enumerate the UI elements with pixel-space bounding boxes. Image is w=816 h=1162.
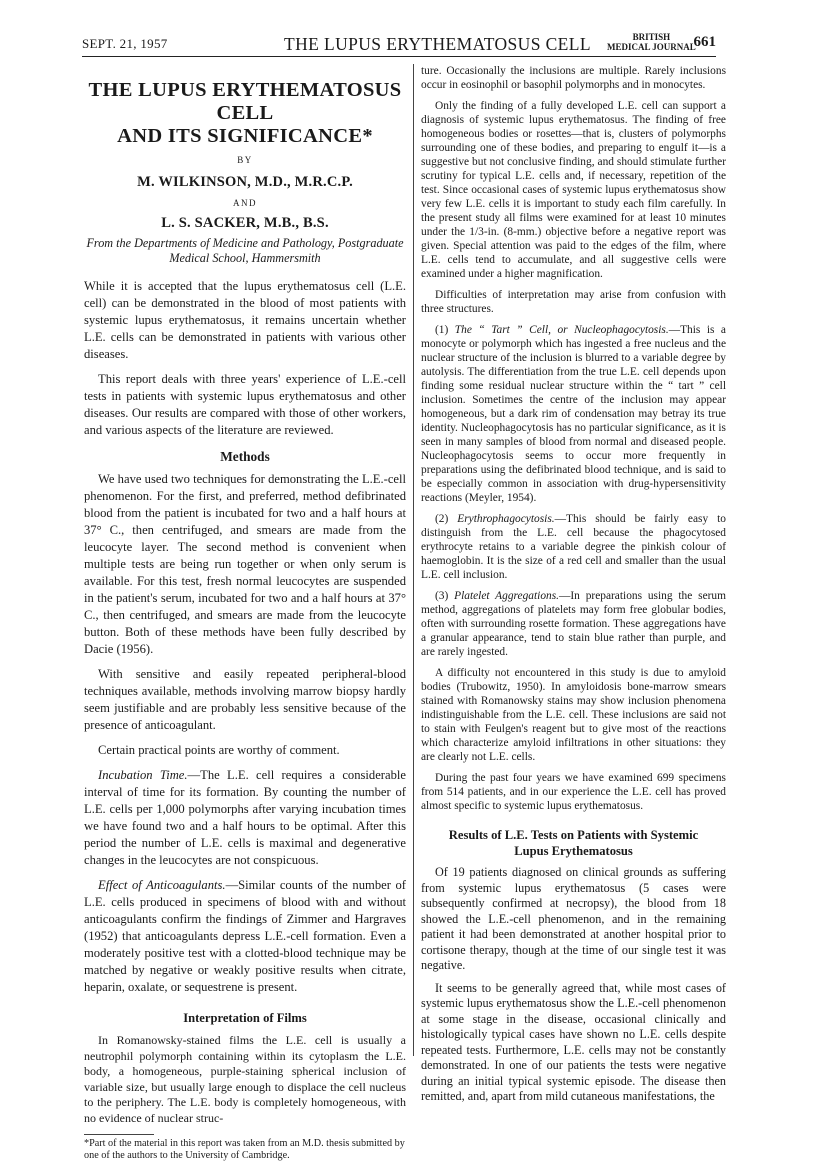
erythrophagocytosis-number: (2) [435, 513, 458, 525]
results-heading-line2: Lupus Erythematosus [514, 844, 633, 858]
right-column [421, 64, 726, 1105]
anticoagulants-text: —Similar counts of the number of L.E. cells produced in specimens of blood with and without anticoagulants confirm the findings of Zimmer and Hargraves (1952) that anticoagulants depress L.E.-cell formation. Even a moderately positive test with a clotted-blood technique may be matched by negative or weakly positive results when citrate, heparin, oxalate, or sequestrene is present. [84, 878, 406, 994]
header-page-number: 661 [693, 34, 716, 50]
tart-cell-text: —This is a monocyte or polymorph which has ingested a free nucleus and the nuclear structure of the inclusion is blurred to a variable degree by autolysis. The differentiation from the true L.E. cell depends upon finding some residual nuclear structure within the “ tart ” cell inclusion. Sometimes the centre of the inclusion may appear homogeneous, but a dark rim of condensation may betray its true identity. Nucleophagocytosis has no particular significance, as it is seen in many samples of blood from normal and diseased people. Nucleophagocytosis seems to occur more frequently in preparations using the defibrinated blood technique, and is said to be especially common in association with drug-hypersensitivity reactions (Meyler, 1954). [421, 324, 726, 504]
author-2: L. S. SACKER, M.B., B.S. [161, 215, 329, 231]
article-title-line1: THE LUPUS ERYTHEMATOSUS CELL [88, 79, 402, 124]
header-rule [82, 56, 716, 57]
results-heading [421, 827, 726, 859]
results-heading-line1: Results of L.E. Tests on Patients with Systemic [448, 828, 699, 842]
incubation-paragraph [84, 767, 406, 869]
header-journal-line2: MEDICAL JOURNAL [607, 42, 696, 52]
amyloid-paragraph: A difficulty not encountered in this study is due to amyloid bodies (Trubowitz, 1950). In amyloidosis bone-marrow smears stained with Romanowsky stains may show inclusion phenomena indistinguishable from the L.E. cell. These inclusions are said not to stain with Feulgen's reagent but to give most of the reactions which characterize amyloid infiltrations in other situations: they are clearly not L.E. cells. [421, 667, 726, 763]
interpretation-heading: Interpretation of Films [183, 1011, 307, 1025]
diagnosis-paragraph: Only the finding of a fully developed L.E. cell can support a diagnosis of systemic lupus erythematosus. The finding of free homogeneous bodies or rosettes—that is, clusters of polymorphs surrounding one of these bodies, and preparing to engulf it—is a suggestive but not conclusive finding, and should stimulate further scrutiny for typical L.E. cells and, if necessary, repetition of the test. Since occasional cases of systemic lupus erythematosus show very few L.E. cells it is important to study each film carefully. In the present study all films were examined for at least 10 minutes under the 1/3-in. (8-mm.) objective before a negative report was given. Special attention was paid to the edges of the film, where L.E. cells tend to accumulate, and all suggestive cells were examined under a higher magnification. [421, 100, 726, 280]
continuation-paragraph: ture. Occasionally the inclusions are multiple. Rarely inclusions occur in eosinophil or basophil polymorphs and in monocytes. [421, 65, 726, 91]
difficulties-paragraph: Difficulties of interpretation may arise from confusion with three structures. [421, 289, 726, 315]
running-header [82, 32, 716, 54]
tart-cell-paragraph [421, 323, 726, 505]
incubation-text: —The L.E. cell requires a considerable interval of time for its formation. By counting the number of L.E. cells per 1,000 polymorphs after varying incubation times we have found two and a half hours to be optimal. After this period the number of L.E. cells is maximal and degenerative changes in the leucocytes are not conspicuous. [84, 768, 406, 867]
footnote-rule [84, 1134, 154, 1135]
author-1: M. WILKINSON, M.D., M.R.C.P. [137, 174, 353, 190]
platelet-text: —In preparations using the serum method, aggregations of platelets may form free globular bodies, often with surrounding rosette formation. These aggregations have a granular appearance, tend to stain blue rather than purple, and are rarely ingested. [421, 590, 726, 658]
methods-paragraph-3: Certain practical points are worthy of comment. [98, 743, 340, 757]
footnote: *Part of the material in this report was taken from an M.D. thesis submitted by one of the authors to the University of Cambridge. [84, 1138, 405, 1161]
methods-paragraph-1: We have used two techniques for demonstrating the L.E.-cell phenomenon. For the first, and preferred, method defibrinated blood from the patient is incubated for two and a half hours at 37° C., then centrifuged, and smears are made from the leucocyte layer. The second method is convenient when multiple tests are being run together or when only serum is available. For this test, fresh normal leucocytes are suspended in the patient's serum, incubated for two and a half hours at 37° C., then centrifuged, and smears are made from the leucocyte button. Both of these methods have been fully described by Dacie (1956). [84, 472, 406, 656]
methods-heading: Methods [220, 449, 270, 464]
intro-paragraph-2: This report deals with three years' experience of L.E.-cell tests in patients with systemic lupus erythematosus and other diseases. Our results are compared with those of other workers, and various aspects of the literature are reviewed. [84, 372, 406, 437]
erythrophagocytosis-paragraph [421, 512, 726, 582]
left-column [84, 68, 406, 1162]
anticoagulants-paragraph [84, 877, 406, 996]
specimens-paragraph: During the past four years we have examined 699 specimens from 514 patients, and in our experience the L.E. cell has proved almost specific to systemic lupus erythematosus. [421, 772, 726, 812]
header-journal-line1: BRITISH [632, 32, 671, 42]
methods-paragraph-2: With sensitive and easily repeated peripheral-blood techniques available, methods involving marrow biopsy hardly seem justifiable and are probably less sensitive because of the presence of anticoagulant. [84, 667, 406, 732]
header-journal-name [607, 32, 696, 52]
column-divider [413, 64, 414, 1056]
byline-by: BY [237, 155, 253, 165]
tart-cell-number: (1) [435, 324, 455, 336]
platelet-paragraph [421, 589, 726, 659]
erythrophagocytosis-text: —This should be fairly easy to distinguish from the L.E. cell because the phagocytosed erythrocyte retains to a variable degree the pinkish colour of haemoglobin. It is the size of a red cell and smaller than the usual L.E. cell inclusion. [421, 513, 726, 581]
results-paragraph-1: Of 19 patients diagnosed on clinical grounds as suffering from systemic lupus erythematosus (5 cases were subsequently confirmed at necropsy), the blood from 18 showed the L.E.-cell phenomenon, and in the remaining patient it had been demonstrated at another hospital prior to cortisone therapy, though at the time of our single test it was negative. [421, 865, 726, 972]
header-date: SEPT. 21, 1957 [82, 36, 168, 51]
anticoagulants-run-in: Effect of Anticoagulants. [98, 878, 226, 892]
platelet-run-in: Platelet Aggregations. [454, 590, 559, 602]
incubation-run-in: Incubation Time. [98, 768, 188, 782]
affiliation: From the Departments of Medicine and Pathology, Postgraduate Medical School, Hammersmith [86, 236, 404, 265]
results-paragraph-2: It seems to be generally agreed that, while most cases of systemic lupus erythematosus show the L.E.-cell phenomenon at some stage in the disease, occasional clinically and histologically typical cases have shown no L.E. cells despite repeated tests. Furthermore, L.E. cells may not be constantly demonstrated. In one of our patients the tests were negative during an initial typical systemic episode. The disease then remitted, and, apart from mild cutaneous manifestations, the [421, 980, 726, 1103]
erythrophagocytosis-run-in: Erythrophagocytosis. [457, 513, 555, 525]
tart-cell-run-in: The “ Tart ” Cell, or Nucleophagocytosis. [454, 324, 669, 336]
article-title-line2: AND ITS SIGNIFICANCE* [117, 125, 373, 147]
platelet-number: (3) [435, 590, 455, 602]
interpretation-paragraph: In Romanowsky-stained films the L.E. cell is usually a neutrophil polymorph containing within its cytoplasm the L.E. body, a homogeneous, purple-staining spherical inclusion of variable size, but usually large enough to displace the cell nucleus to the periphery. The L.E. body is completely homogeneous, with no evidence of nuclear struc- [84, 1033, 406, 1125]
intro-paragraph-1: While it is accepted that the lupus erythematosus cell (L.E. cell) can be demonstrated in the blood of most patients with systemic lupus erythematosus, it remains uncertain whether L.E. cells can be demonstrated in patients with various other diseases. [84, 279, 406, 361]
header-running-title: THE LUPUS ERYTHEMATOSUS CELL [284, 34, 591, 54]
byline-and: AND [233, 198, 257, 208]
article-title [84, 79, 406, 148]
